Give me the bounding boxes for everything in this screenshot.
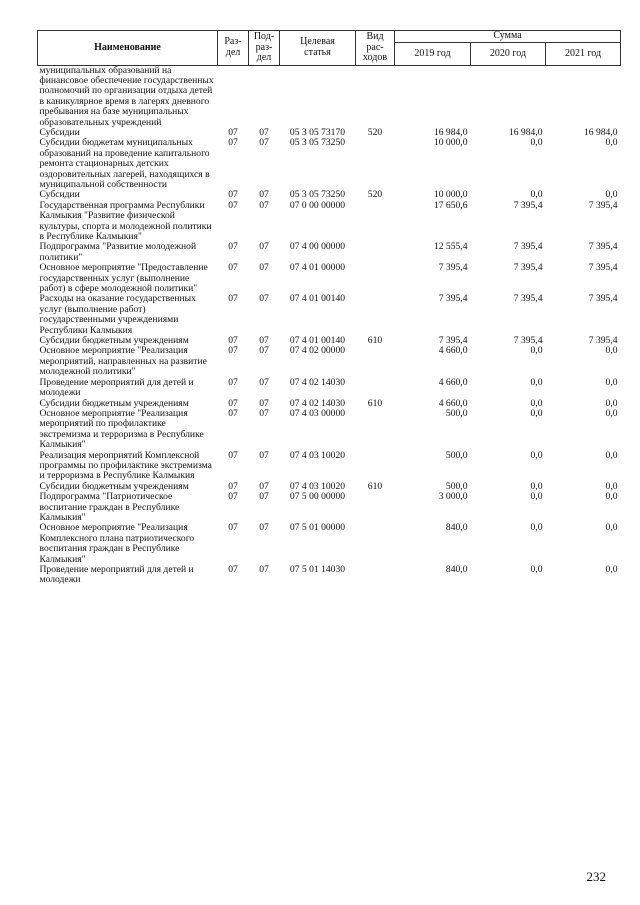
row-sum-2019: 4 660,0 (438, 376, 468, 388)
row-sum-2021: 16 984,0 (583, 126, 618, 138)
page-number: 232 (586, 869, 606, 884)
row-name: Проведение мероприятий для детей и молодежи (39, 564, 194, 586)
row-name: Проведение мероприятий для детей и молодежи (39, 376, 194, 399)
row-target: 07 4 03 00000 (289, 407, 346, 419)
row-sum-2021: 7 395,4 (588, 241, 618, 253)
row-subsection: 07 (259, 262, 269, 274)
row-name: Субсидии бюджетным учреждениям (39, 397, 189, 409)
row-subsection: 07 (259, 293, 269, 305)
row-target: 07 4 03 10020 (289, 480, 346, 492)
row-sum-2020: 0,0 (530, 491, 543, 503)
table-row (38, 523, 621, 565)
row-expense-type (356, 492, 395, 523)
header-expense-type: Вид рас- ходов (356, 31, 395, 66)
row-subsection: 07 (259, 407, 269, 419)
row-sum-2019: 4 660,0 (438, 397, 468, 409)
row-section: 07 (228, 522, 238, 534)
row-expense-type (356, 294, 395, 336)
table-row (38, 492, 621, 523)
row-sum-2020: 0,0 (530, 522, 543, 534)
row-sum-2021: 7 395,4 (588, 335, 618, 347)
row-subsection: 07 (259, 397, 269, 409)
row-sum-2021: 0,0 (605, 407, 618, 419)
row-name: Субсидии (39, 189, 80, 201)
row-sum-2019: 500,0 (445, 449, 468, 461)
row-subsection: 07 (259, 345, 269, 357)
row-sum-2020: 0,0 (530, 397, 543, 409)
row-target: 07 0 00 00000 (289, 199, 346, 211)
row-expense-type: 520 (367, 189, 383, 201)
header-section: Раз- дел (218, 31, 249, 66)
row-target (280, 65, 356, 128)
row-sum-2020: 7 395,4 (513, 293, 543, 305)
row-sum-2020: 0,0 (530, 189, 543, 201)
row-sum-2021: 0,0 (605, 376, 618, 388)
header-year-2019: 2019 год (395, 43, 471, 66)
row-target: 07 5 00 00000 (289, 491, 346, 503)
row-sum-2020: 7 395,4 (513, 262, 543, 274)
row-subsection: 07 (259, 480, 269, 492)
row-subsection: 07 (259, 564, 269, 575)
table-row (38, 263, 621, 294)
header-year-2021: 2021 год (546, 43, 621, 66)
row-sum-2021: 0,0 (605, 137, 618, 149)
row-section: 07 (228, 397, 238, 409)
row-sum-2021: 0,0 (605, 564, 618, 575)
row-subsection: 07 (259, 449, 269, 461)
row-section: 07 (228, 189, 238, 201)
row-target: 07 4 01 00140 (289, 335, 346, 347)
row-section: 07 (228, 126, 238, 138)
table-row (38, 346, 621, 377)
row-subsection: 07 (259, 126, 269, 138)
row-sum-2019: 12 555,4 (433, 241, 468, 253)
header-sum: Сумма (395, 31, 621, 43)
budget-table (37, 30, 621, 586)
row-name: Субсидии бюджетным учреждениям (39, 480, 189, 492)
row-name: Субсидии бюджетным учреждениям (39, 335, 189, 347)
row-section: 07 (228, 491, 238, 503)
row-sum-2020: 0,0 (530, 449, 543, 461)
row-subsection: 07 (259, 241, 269, 253)
row-expense-type: 520 (367, 126, 383, 138)
row-expense-type (356, 451, 395, 482)
row-section: 07 (228, 407, 238, 419)
row-sum-2019: 10 000,0 (433, 189, 468, 201)
row-sum-2019: 500,0 (445, 480, 468, 492)
header-subsection: Под- раз- дел (249, 31, 280, 66)
row-section: 07 (228, 376, 238, 388)
row-name: муниципальных образований на финансовое обеспечение государственных полномочий по организации отдыха детей в каникулярное время в лагерях дневного пребывания на базе муниципальных образовательных учреждений (39, 64, 214, 128)
row-target: 05 3 05 73250 (289, 137, 346, 149)
row-name: Основное мероприятие "Реализация Комплексного плана патриотического воспитания граждан в Республике Калмыкия" (39, 522, 195, 565)
row-sum-2021: 0,0 (605, 345, 618, 357)
row-target: 07 5 01 14030 (289, 564, 346, 575)
row-section: 07 (228, 137, 238, 149)
row-target: 07 4 02 14030 (289, 397, 346, 409)
row-sum-2020: 7 395,4 (513, 241, 543, 253)
row-expense-type: 610 (367, 397, 383, 409)
row-sum-2019: 10 000,0 (433, 137, 468, 149)
row-sum-2019 (395, 65, 471, 128)
row-target: 05 3 05 73250 (289, 189, 346, 201)
row-sum-2019: 4 660,0 (438, 345, 468, 357)
row-sum-2021: 0,0 (605, 189, 618, 201)
row-sum-2020: 16 984,0 (508, 126, 543, 138)
row-sum-2021: 7 395,4 (588, 293, 618, 305)
row-sum-2019: 3 000,0 (438, 491, 468, 503)
row-sum-2019: 840,0 (445, 522, 468, 534)
header-year-2020: 2020 год (471, 43, 546, 66)
row-section: 07 (228, 449, 238, 461)
row-sum-2020 (471, 65, 546, 128)
row-sum-2019: 16 984,0 (433, 126, 468, 138)
table-row (38, 378, 621, 399)
table-row (38, 565, 621, 586)
row-sum-2020: 0,0 (530, 345, 543, 357)
table-row (38, 409, 621, 451)
row-subsection: 07 (259, 189, 269, 201)
row-expense-type: 610 (367, 480, 383, 492)
row-expense-type (356, 523, 395, 565)
row-sum-2019: 840,0 (445, 564, 468, 575)
row-sum-2020: 0,0 (530, 376, 543, 388)
row-name: Основное мероприятие "Реализация мероприятий, направленных на развитие молодежной политики" (39, 345, 207, 378)
row-expense-type (356, 565, 395, 586)
row-name: Субсидии бюджетам муниципальных образований на проведение капитального ремонта стационарных детских оздоровительных лагерей, находящихся в муниципальной собственности (39, 137, 210, 190)
row-section: 07 (228, 335, 238, 347)
row-expense-type (356, 263, 395, 294)
row-section: 07 (228, 345, 238, 357)
row-section: 07 (228, 241, 238, 253)
table-row (38, 242, 621, 263)
row-target: 05 3 05 73170 (289, 126, 346, 138)
row-expense-type (356, 409, 395, 451)
row-sum-2021: 0,0 (605, 522, 618, 534)
row-sum-2019: 17 650,6 (433, 199, 468, 211)
row-target: 07 4 02 00000 (289, 345, 346, 357)
row-name: Расходы на оказание государственных услуг (выполнение работ) государственными учреждениями Республики Калмыкия (39, 293, 196, 336)
row-expense-type: 610 (367, 335, 383, 347)
row-sum-2020: 0,0 (530, 564, 543, 575)
row-name: Государственная программа Республики Калмыкия "Развитие физической культуры, спорта и молодежной политики в Республике Калмыкия" (39, 199, 212, 242)
table-row (38, 294, 621, 336)
row-sum-2019: 500,0 (445, 407, 468, 419)
row-target: 07 4 00 00000 (289, 241, 346, 253)
row-subsection: 07 (259, 137, 269, 149)
table-row (38, 201, 621, 243)
row-target: 07 4 02 14030 (289, 376, 346, 388)
row-section: 07 (228, 199, 238, 211)
row-target: 07 4 03 10020 (289, 449, 346, 461)
row-name: Подпрограмма "Развитие молодежной политики" (39, 241, 197, 263)
budget-table-page (37, 30, 620, 586)
row-sum-2019: 7 395,4 (438, 293, 468, 305)
row-sum-2021: 0,0 (605, 449, 618, 461)
row-sum-2020: 0,0 (530, 480, 543, 492)
table-body (38, 65, 621, 586)
row-subsection: 07 (259, 491, 269, 503)
row-name: Подпрограмма "Патриотическое воспитание граждан в Республике Калмыкия" (39, 491, 180, 523)
row-subsection (249, 65, 280, 128)
header-name: Наименование (38, 31, 218, 66)
row-subsection: 07 (259, 199, 269, 211)
row-target: 07 4 01 00140 (289, 293, 346, 305)
row-sum-2021: 0,0 (605, 397, 618, 409)
row-expense-type (356, 378, 395, 399)
row-sum-2020: 7 395,4 (513, 199, 543, 211)
row-sum-2021: 0,0 (605, 480, 618, 492)
row-subsection: 07 (259, 522, 269, 534)
row-section: 07 (228, 480, 238, 492)
row-subsection: 07 (259, 335, 269, 347)
row-expense-type (356, 346, 395, 377)
row-sum-2021: 7 395,4 (588, 199, 618, 211)
row-sum-2020: 0,0 (530, 407, 543, 419)
row-expense-type (356, 201, 395, 243)
table-row (38, 65, 621, 128)
row-sum-2019: 7 395,4 (438, 262, 468, 274)
row-target: 07 5 01 00000 (289, 522, 346, 534)
row-sum-2021 (546, 65, 621, 128)
row-sum-2020: 7 395,4 (513, 335, 543, 347)
table-header (38, 31, 621, 66)
table-row (38, 138, 621, 190)
row-name: Реализация мероприятий Комплексной программы по профилактике экстремизма и терроризма в Республике Калмыкия (39, 449, 212, 482)
row-section (218, 65, 249, 128)
row-expense-type (356, 138, 395, 190)
row-name: Основное мероприятие "Предоставление государственных услуг (выполнение работ) в сфере молодежной политики" (39, 262, 208, 295)
row-target: 07 4 01 00000 (289, 262, 346, 274)
row-sum-2021: 7 395,4 (588, 262, 618, 274)
row-sum-2019: 7 395,4 (438, 335, 468, 347)
table-row (38, 451, 621, 482)
row-section: 07 (228, 564, 238, 575)
row-name: Субсидии (39, 126, 80, 138)
row-expense-type (356, 242, 395, 263)
row-name: Основное мероприятие "Реализация мероприятий по профилактике экстремизма и терроризма в Республике Калмыкия" (39, 407, 204, 451)
header-target: Целевая статья (280, 31, 356, 66)
row-sum-2020: 0,0 (530, 137, 543, 149)
row-subsection: 07 (259, 376, 269, 388)
row-expense-type (356, 65, 395, 128)
row-sum-2021: 0,0 (605, 491, 618, 503)
row-section: 07 (228, 262, 238, 274)
row-section: 07 (228, 293, 238, 305)
